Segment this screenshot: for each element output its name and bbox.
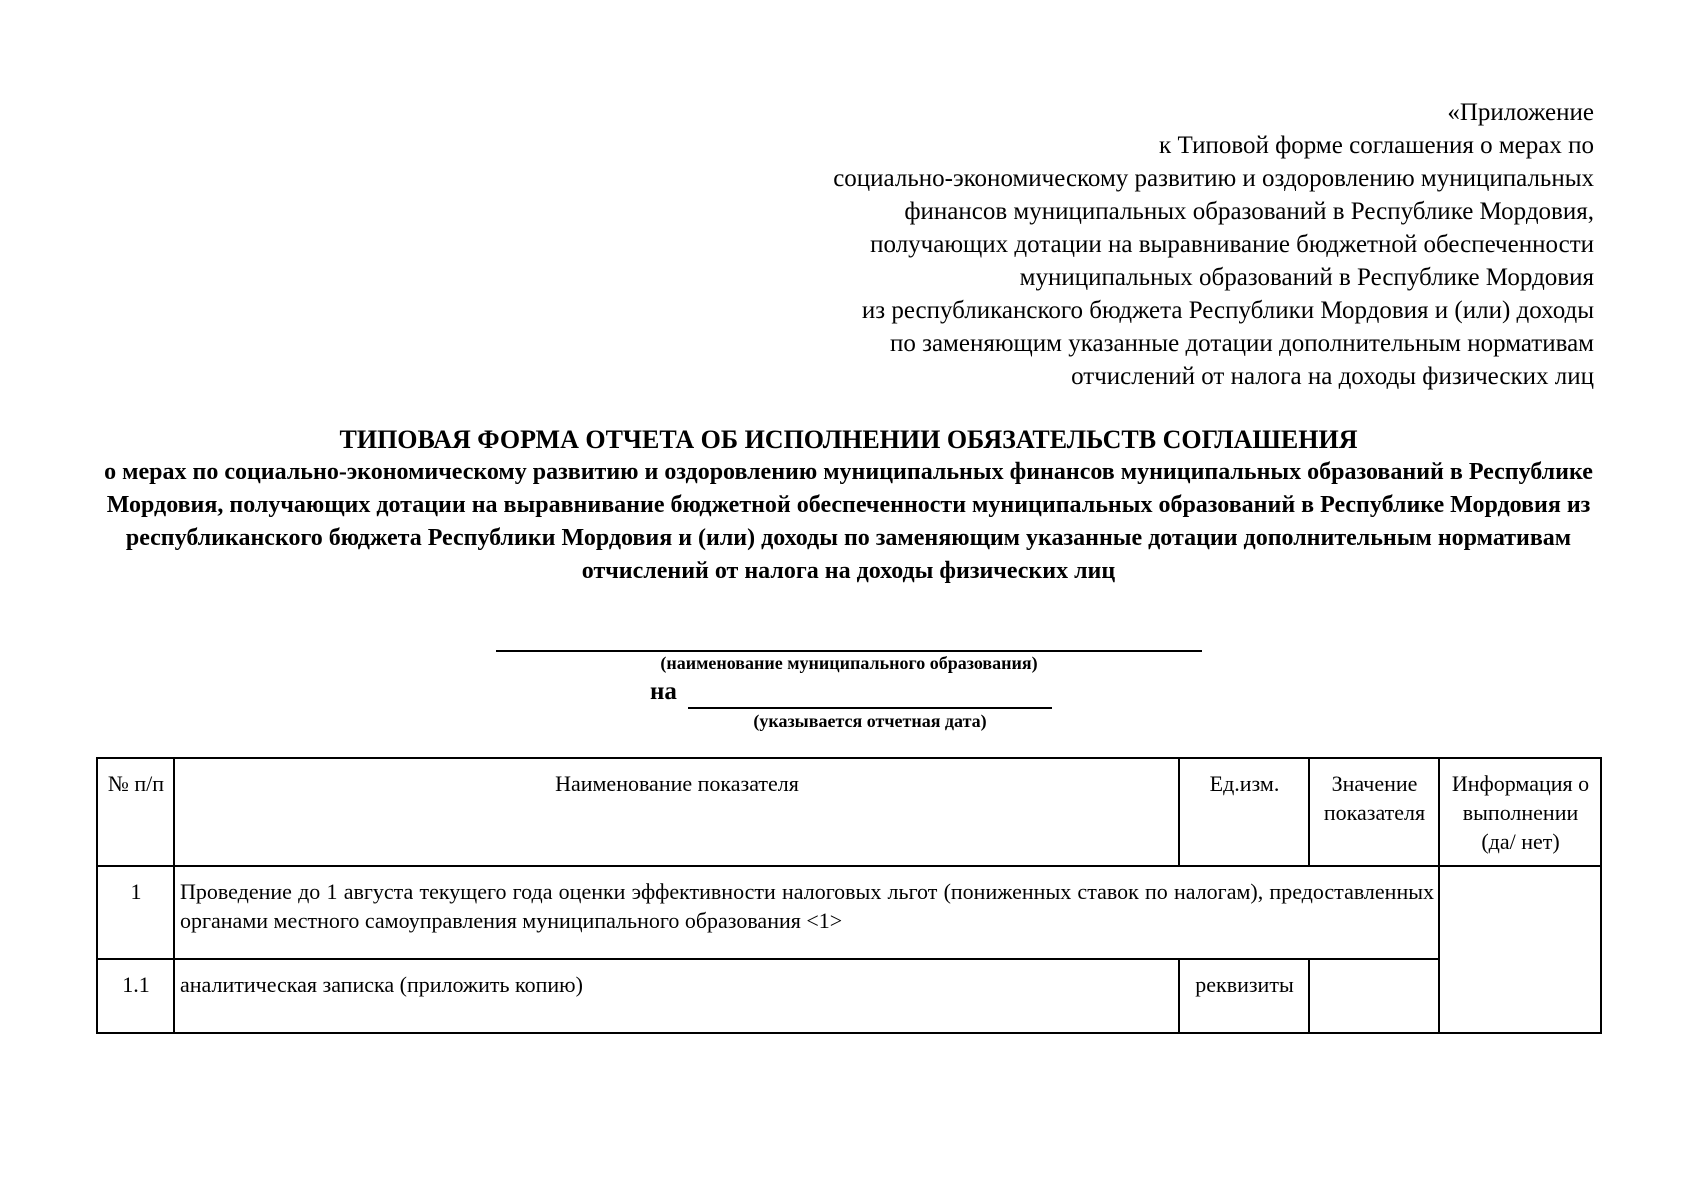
row-indicator-name: Проведение до 1 августа текущего года оценки эффективности налоговых льгот (пониженных ставок по налогам), предоставленных органами местного самоуправления муниципального образования <1> xyxy=(174,866,1439,959)
appendix-header-line: по заменяющим указанные дотации дополнительным нормативам xyxy=(889,330,1594,357)
appendix-header-line: финансов муниципальных образований в Республике Мордовия, xyxy=(904,198,1594,225)
appendix-header-line: муниципальных образований в Республике Мордовия xyxy=(1019,264,1594,291)
appendix-header xyxy=(833,96,1594,393)
document-subtitle: о мерах по социально-экономическому развитию и оздоровлению муниципальных финансов муниципальных образований в Республике Мордовия, получающих дотации на выравнивание бюджетной обеспеченности муниципальных образований в Республике Мордовия из республиканского бюджета Республики Мордовия и (или) доходы по заменяющим указанные дотации дополнительным нормативам отчислений от налога на доходы физических лиц xyxy=(104,459,1593,584)
report-date-prefix: на xyxy=(650,678,677,705)
table-row xyxy=(97,959,1601,1033)
appendix-header-line: из республиканского бюджета Республики Мордовия и (или) доходы xyxy=(861,297,1594,324)
header-num: № п/п xyxy=(97,758,174,866)
header-indicator-name: Наименование показателя xyxy=(174,758,1179,866)
appendix-header-line: социально-экономическому развитию и оздоровлению муниципальных xyxy=(833,165,1594,192)
row-value xyxy=(1309,959,1439,1033)
document-title-block xyxy=(100,424,1597,588)
document-title: ТИПОВАЯ ФОРМА ОТЧЕТА ОБ ИСПОЛНЕНИИ ОБЯЗАТЕЛЬСТВ СОГЛАШЕНИЯ xyxy=(339,425,1358,454)
report-date-blank xyxy=(688,707,1052,709)
row-num: 1.1 xyxy=(97,959,174,1033)
appendix-header-line: отчислений от налога на доходы физических лиц xyxy=(1071,363,1594,390)
table-header-row xyxy=(97,758,1601,866)
appendix-header-line: получающих дотации на выравнивание бюджетной обеспеченности xyxy=(870,231,1594,258)
report-table xyxy=(96,757,1602,1034)
row-unit: реквизиты xyxy=(1179,959,1309,1033)
header-unit: Ед.изм. xyxy=(1179,758,1309,866)
appendix-header-line: «Приложение xyxy=(1447,99,1594,126)
row-indicator-name: аналитическая записка (приложить копию) xyxy=(174,959,1179,1033)
header-value: Значение показателя xyxy=(1309,758,1439,866)
report-date-caption: (указывается отчетная дата) xyxy=(753,711,987,731)
row-completion-info xyxy=(1439,866,1601,1033)
appendix-header-line: к Типовой форме соглашения о мерах по xyxy=(1159,132,1594,159)
row-num: 1 xyxy=(97,866,174,959)
municipality-name-caption: (наименование муниципального образования) xyxy=(660,653,1038,673)
table-row xyxy=(97,866,1601,959)
header-completion-info: Информация о выполнении (да/ нет) xyxy=(1439,758,1601,866)
